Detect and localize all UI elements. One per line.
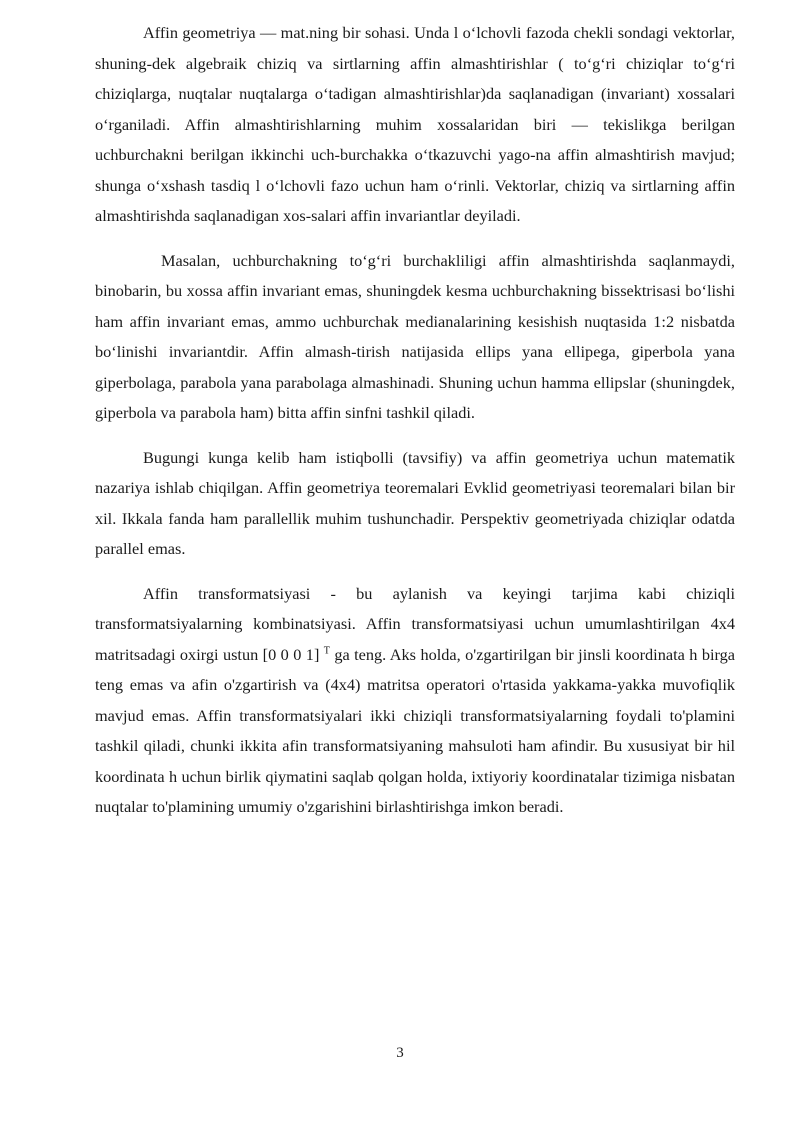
paragraph-affine-geometry-definition: Affin geometriya — mat.ning bir sohasi. Unda l o‘lchovli fazoda chekli sondagi vektorlar, shuning-dek algebraik chiziq va sirtlarning affin almashtirishlar ( to‘g‘ri chiziqlar to‘g‘ri chiziqlarga, nuqtalar nuqtalarga o‘tadigan almashtirishlar)da saqlanadigan (invariant) xossalari o‘rganiladi. Affin almashtirishlarning muhim xossalaridan biri — tekislikga berilgan uchburchakni berilgan ikkinchi uch-burchakka o‘tkazuvchi yago-na affin almashtirish mavjud; shunga o‘xshash tasdiq l o‘lchovli fazo uchun ham o‘rinli. Vektorlar, chiziq va sirtlarning affin almashtirishda saqlanadigan xos-salari affin invariantlar deyiladi.	[95, 23, 735, 225]
document-page	[95, 18, 735, 823]
paragraph-affine-theory: Bugungi kunga kelib ham istiqbolli (tavsifiy) va affin geometriya uchun matematik nazariya ishlab chiqilgan. Affin geometriya teoremalari Evklid geometriyasi teoremalari bilan bir xil. Ikkala fanda ham parallellik muhim tushunchadir. Perspektiv geometriyada chiziqlar odatda parallel emas.	[95, 447, 735, 558]
paragraph-text-part-1: Affin transformatsiyasi - bu aylanish va keyingi tarjima kabi chiziqli transformatsiyalarning kombinatsiyasi. Affin transformatsiyasi uchun umumlashtirilgan 4x4 matritsadagi oxirgi ustun [0 0 0 1]	[95, 583, 735, 664]
transpose-superscript: T	[323, 645, 330, 657]
page-number: 3	[396, 1045, 404, 1061]
paragraph-affine-transformation	[95, 579, 735, 823]
paragraph-text-part-2: ga teng. Aks holda, o'zgartirilgan bir jinsli koordinata h birga teng emas va afin o'zgartirish va (4x4) matritsa operatori o'rtasida yakkama-yakka muvofiqlik mavjud emas. Affin transformatsiyalari ikki chiziqli transformatsiyalarning foydali to'plamini tashkil qiladi, chunki ikkita afin transformatsiyaning mahsuloti ham afindir. Bu xususiyat bir hil koordinata h uchun birlik qiymatini saqlab qolgan holda, ixtiyoriy koordinatalar tizimiga nisbatan nuqtalar to'plamining umumiy o'zgarishini birlashtirishga imkon beradi.	[95, 644, 735, 816]
paragraph-affine-invariants-example: Masalan, uchburchakning to‘g‘ri burchakliligi affin almashtirishda saqlanmaydi, binobarin, bu xossa affin invariant emas, shuningdek kesma uchburchakning bissektrisasi bo‘lishi ham affin invariant emas, ammo uchburchak medianalarining kesishish nuqtasida 1:2 nisbatda bo‘linishi invariantdir. Affin almash-tirish natijasida ellips yana ellipega, giperbola yana giperbolaga, parabola yana parabolaga almashinadi. Shuning uchun hamma ellipslar (shuningdek, giperbola va parabola ham) bitta affin sinfni tashkil qiladi.	[95, 250, 735, 422]
